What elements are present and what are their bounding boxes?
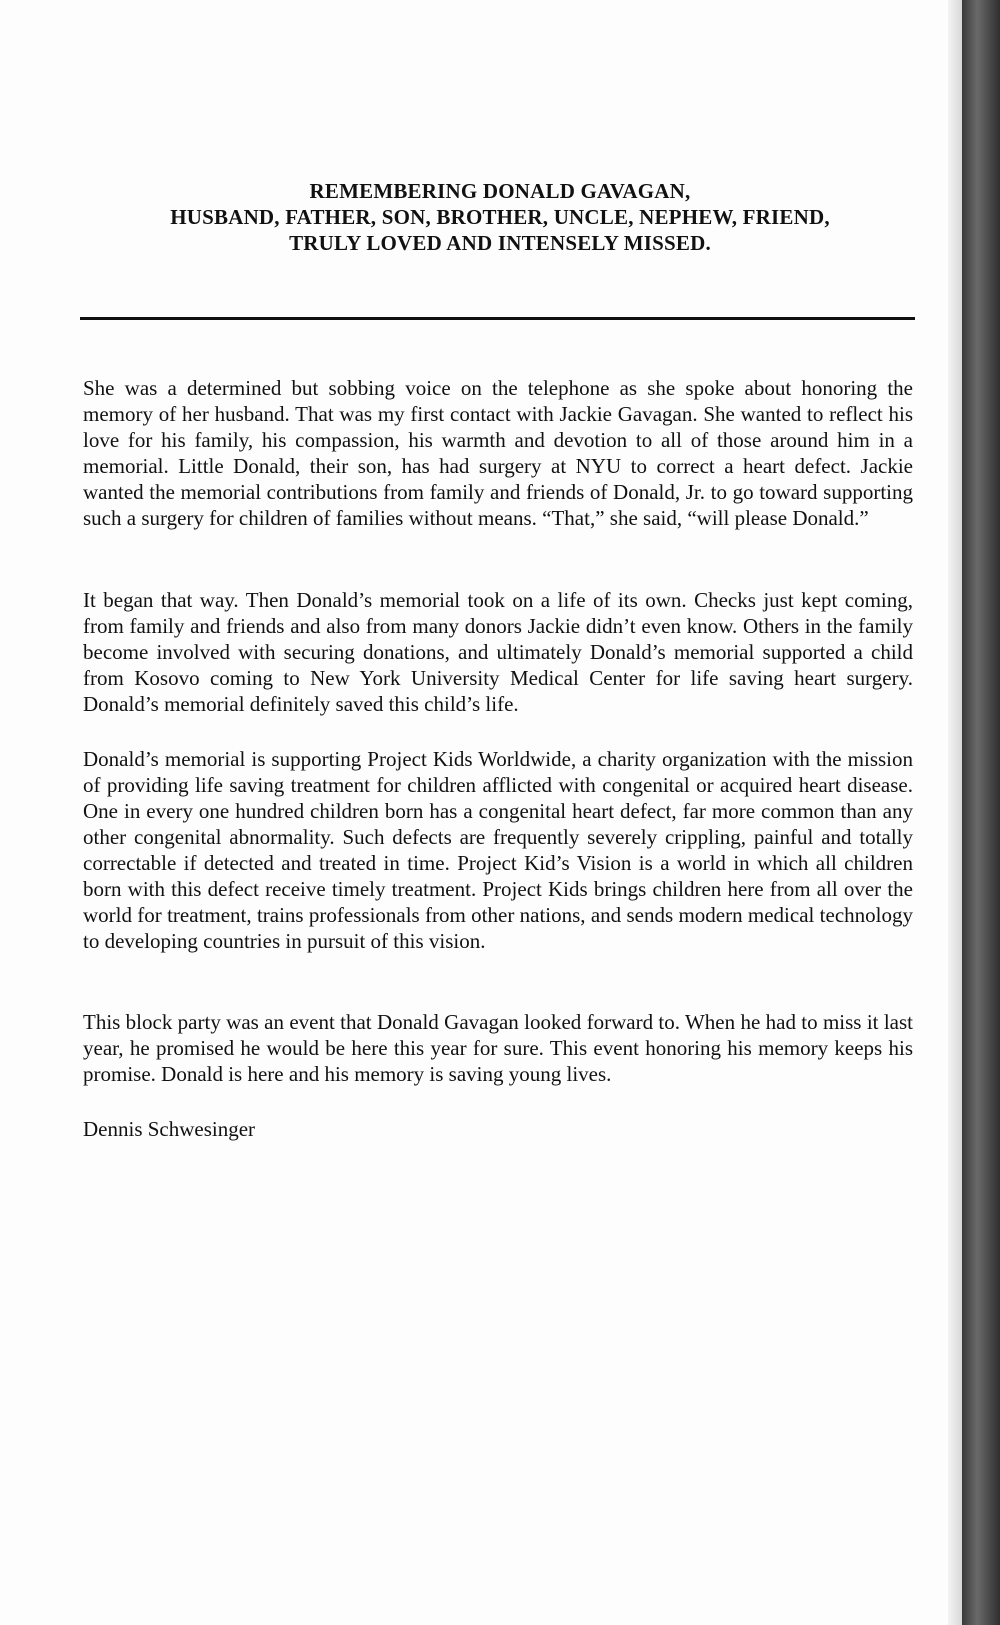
paragraph-3: Donald’s memorial is supporting Project Kids Worldwide, a charity organization with the mission of providing life saving treatment for children afflicted with congenital or acquired heart disease. One in every one hundred children born has a congenital heart defect, far more common than any other congenital abnormality. Such defects are frequently severely crippling, painful and totally correctable if detected and treated in time. Project Kid’s Vision is a world in which all children born with this defect receive timely treatment. Project Kids brings children here from all over the world for treatment, trains professionals from other nations, and sends modern medical technology to developing countries in pursuit of this vision. — [83, 747, 913, 953]
page-edge-shadow — [948, 0, 962, 1625]
heading-line-1: REMEMBERING DONALD GAVAGAN, — [309, 179, 691, 203]
memorial-heading — [80, 178, 920, 256]
horizontal-divider — [80, 317, 915, 320]
paragraph-4: This block party was an event that Donald Gavagan looked forward to. When he had to miss it last year, he promised he would be here this year for sure. This event honoring his memory keeps his promise. Donald is here and his memory is saving young lives. — [83, 1010, 913, 1086]
heading-line-2: HUSBAND, FATHER, SON, BROTHER, UNCLE, NEPHEW, FRIEND, — [170, 205, 830, 229]
paragraph-2: It began that way. Then Donald’s memorial took on a life of its own. Checks just kept coming, from family and friends and also from many donors Jackie didn’t even know. Others in the family become involved with securing donations, and ultimately Donald’s memorial supported a child from Kosovo coming to New York University Medical Center for life saving heart surgery. Donald’s memorial definitely saved this child’s life. — [83, 588, 913, 716]
author-signature: Dennis Schwesinger — [83, 1117, 256, 1141]
paragraph-1: She was a determined but sobbing voice on the telephone as she spoke about honoring the memory of her husband. That was my first contact with Jackie Gavagan. She wanted to reflect his love for his family, his compassion, his warmth and devotion to all of those around him in a memorial. Little Donald, their son, has had surgery at NYU to correct a heart defect. Jackie wanted the memorial contributions from family and friends of Donald, Jr. to go toward supporting such a surgery for children of families without means. “That,” she said, “will please Donald.” — [83, 376, 913, 530]
scanner-edge — [962, 0, 1000, 1625]
heading-line-3: TRULY LOVED AND INTENSELY MISSED. — [289, 231, 711, 255]
